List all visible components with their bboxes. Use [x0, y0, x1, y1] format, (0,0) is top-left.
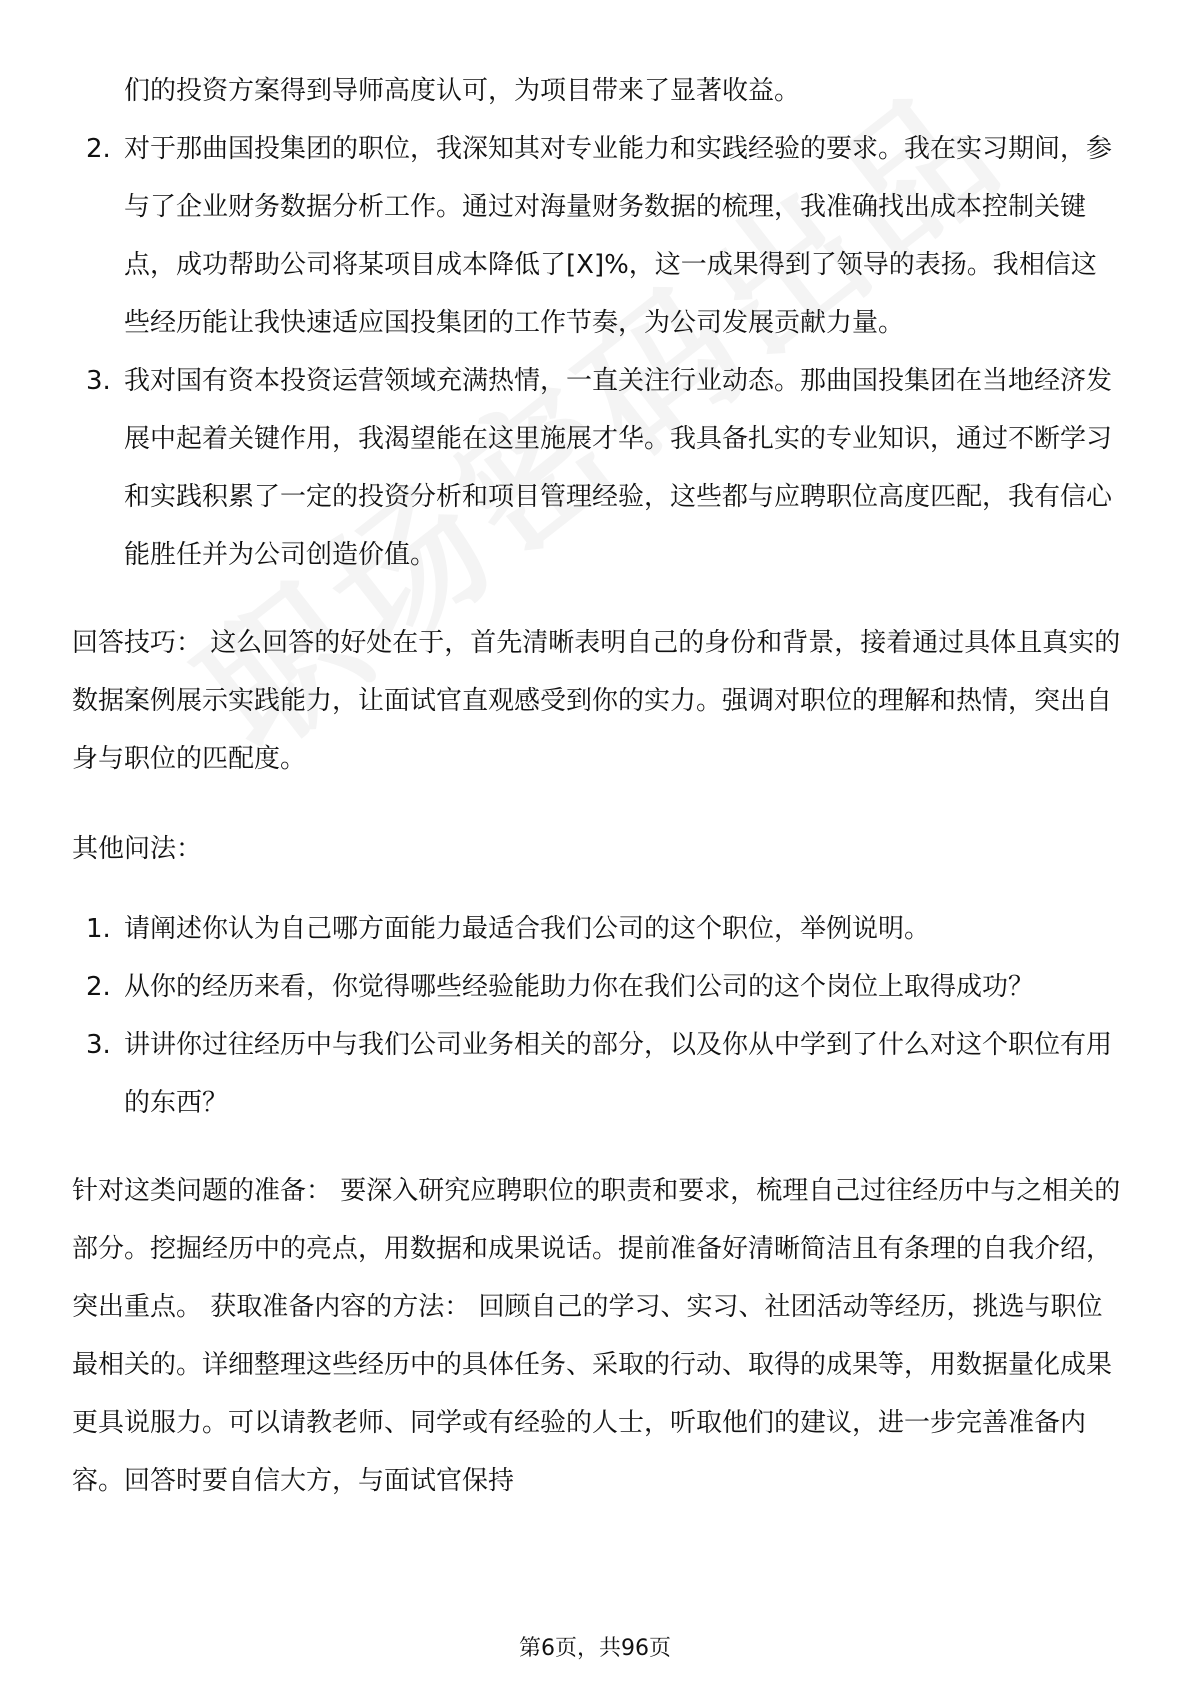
answer-tips: 回答技巧： 这么回答的好处在于，首先清晰表明自己的身份和背景，接着通过具体且真实的数据案例展示实践能力，让面试官直观感受到你的实力。强调对职位的理解和热情，突出自身与职位的匹配度。: [72, 628, 1121, 774]
answer-item-3: [72, 352, 1122, 584]
other-questions-list: [72, 900, 1122, 1132]
list-number: 2.: [86, 972, 111, 1002]
question-text: 从你的经历来看，你觉得哪些经验能助力你在我们公司的这个岗位上取得成功？: [124, 972, 1035, 1002]
other-question-3: [72, 1016, 1122, 1132]
answer-list: [72, 120, 1122, 584]
answer-text: 对于那曲国投集团的职位，我深知其对专业能力和实践经验的要求。我在实习期间，参与了企业财务数据分析工作。通过对海量财务数据的梳理，我准确找出成本控制关键点，成功帮助公司将某项目成本降低了[X]%，这一成果得到了领导的表扬。我相信这些经历能让我快速适应国投集团的工作节奏，为公司发展贡献力量。: [124, 134, 1113, 338]
list-number: 1.: [86, 914, 111, 944]
answer-item-2: [72, 120, 1122, 352]
other-question-1: [72, 900, 1122, 958]
list-number: 3.: [86, 1030, 111, 1060]
list-number: 2.: [86, 134, 111, 164]
answer-text: 我对国有资本投资运营领域充满热情，一直关注行业动态。那曲国投集团在当地经济发展中起着关键作用，我渴望能在这里施展才华。我具备扎实的专业知识，通过不断学习和实践积累了一定的投资分析和项目管理经验，这些都与应聘职位高度匹配，我有信心能胜任并为公司创造价值。: [124, 366, 1113, 570]
page-number: 第6页，共96页: [519, 1636, 671, 1661]
other-questions-heading: 其他问法：: [72, 834, 203, 864]
question-text: 讲讲你过往经历中与我们公司业务相关的部分，以及你从中学到了什么对这个职位有用的东西？: [124, 1030, 1113, 1118]
list-number: 3.: [86, 366, 111, 396]
other-question-2: [72, 958, 1122, 1016]
page-content: [72, 62, 1122, 1510]
question-text: 请阐述你认为自己哪方面能力最适合我们公司的这个职位，举例说明。: [124, 914, 931, 944]
preparation-paragraph: 针对这类问题的准备： 要深入研究应聘职位的职责和要求，梳理自己过往经历中与之相关的部分。挖掘经历中的亮点，用数据和成果说话。提前准备好清晰简洁且有条理的自我介绍，突出重点。 获取准备内容的方法： 回顾自己的学习、实习、社团活动等经历，挑选与职位最相关的。详细整理这些经历中的具体任务、采取的行动、取得的成果等，用数据量化成果更具说服力。可以请教老师、同学或有经验的人士，听取他们的建议，进一步完善准备内容。回答时要自信大方，与面试官保持: [72, 1176, 1121, 1496]
answer-continuation: 们的投资方案得到导师高度认可，为项目带来了显著收益。: [124, 76, 801, 106]
